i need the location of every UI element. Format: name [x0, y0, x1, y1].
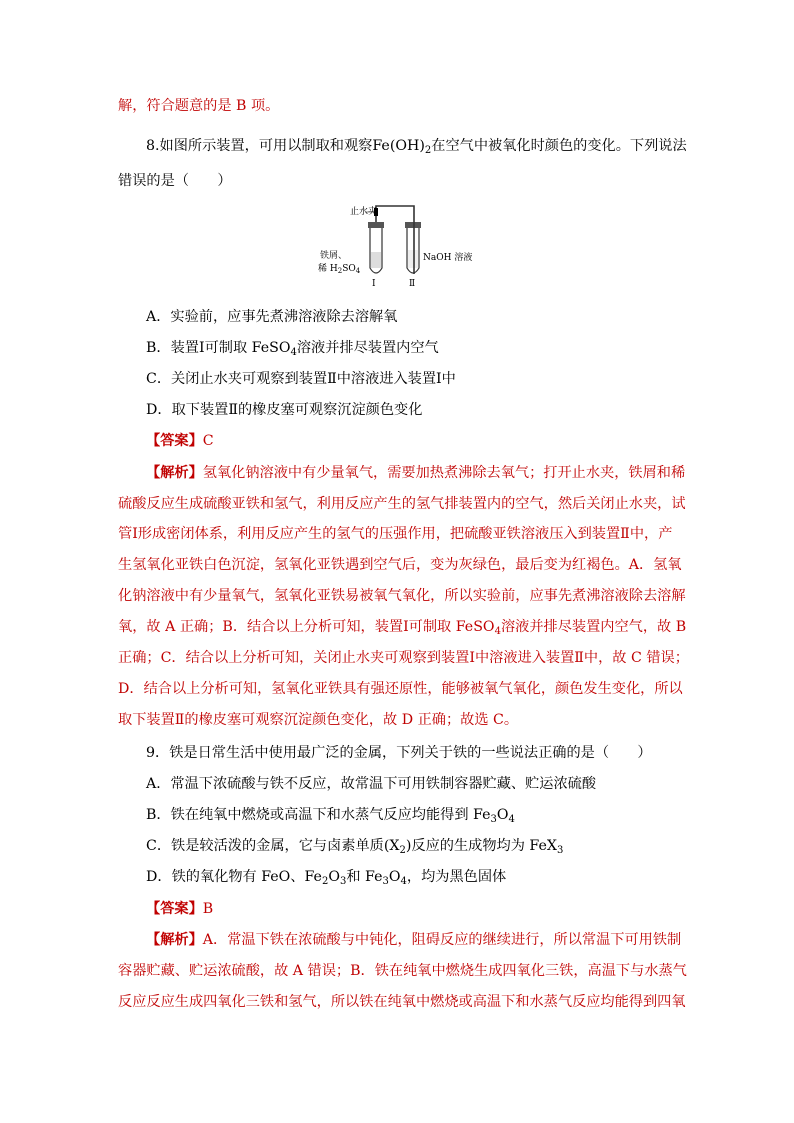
label-left-2b: SO: [342, 264, 356, 274]
answer-tag: 【答案】: [146, 433, 203, 449]
q8-stem-part: 8.如图所示装置，可用以制取和观察: [146, 138, 373, 154]
label-left-1: 铁屑、: [320, 251, 348, 261]
q8-option-b-text: 溶液并排尽装置内空气: [296, 340, 439, 356]
q9-option-c-sub: 2: [399, 845, 406, 856]
q8-analysis-6: [118, 617, 686, 637]
q9-answer: [146, 899, 213, 919]
q8-option-b-sub: 4: [290, 347, 297, 358]
q8-analysis-2: 硫酸反应生成硫酸亚铁和氢气，利用反应产生的氢气排装置内的空气，然后关闭止水夹，试: [118, 496, 686, 512]
q9-option-d-text: O: [388, 869, 401, 885]
q8-analysis-8: D．结合以上分析可知，氢氧化亚铁具有强还原性，能够被氧气氧化，颜色发生变化，所以: [118, 681, 683, 697]
q9-option-d: [146, 867, 506, 887]
q9-option-d-text: D．铁的氧化物有 FeO、Fe: [146, 869, 322, 885]
label-clip-1: 止水夹: [350, 207, 378, 217]
q8-option-b-text: B．装置Ⅰ可制取 FeSO: [146, 340, 291, 356]
label-left-2sub2: 4: [355, 267, 361, 275]
q9-option-d-text: 和 Fe: [346, 869, 383, 885]
q9-option-c-text: C．铁是较活泼的金属，它与卤素单质(X: [146, 838, 400, 854]
q8-option-d: D．取下装置Ⅱ的橡皮塞可观察沉淀颜色变化: [146, 402, 423, 418]
label-left-2: [318, 262, 361, 275]
q8-option-b: [146, 338, 439, 358]
label-left-2sub1: 2: [337, 267, 343, 275]
q8-analysis-5: 化钠溶液中有少量氧气，氢氧化亚铁易被氧气氧化，所以实验前，应事先煮沸溶液除去溶解: [118, 588, 686, 604]
q8-answer: [146, 431, 214, 451]
answer-tag: 【答案】: [146, 901, 203, 917]
analysis-text: A．常温下铁在浓硫酸与中钝化，阻碍反应的继续进行，所以常温下可用铁制: [202, 932, 682, 948]
analysis-text: 氢氧化钠溶液中有少量氧气，需要加热煮沸除去氧气；打开止水夹，铁屑和稀: [202, 465, 686, 481]
q9-option-d-text: ，均为黑色固体: [406, 869, 507, 885]
q8-stem-part: 在空气中被氧化时颜色的变化。下列说法: [431, 138, 687, 154]
q9-option-d-text: O: [328, 869, 340, 885]
q9-option-b-sub: 3: [490, 814, 497, 825]
label-II: Ⅱ: [409, 279, 416, 286]
q8-formula-sub: 2: [424, 145, 432, 156]
q8-analysis-4: 生氢氧化亚铁白色沉淀，氢氧化亚铁遇到空气后，变为灰绿色，最后变为红褐色。A．氢氧: [118, 557, 682, 573]
liquid-I: [371, 252, 381, 268]
label-I: Ⅰ: [372, 279, 376, 286]
analysis-tag: 【解析】: [146, 465, 203, 481]
q9-option-c: [146, 836, 563, 856]
liquid-II: [408, 250, 418, 268]
q9-option-d-sub: 4: [400, 876, 407, 887]
q9-option-b: [146, 805, 515, 825]
q9-option-d-sub: 2: [321, 876, 329, 887]
q8-option-c: C．关闭止水夹可观察到装置Ⅱ中溶液进入装置Ⅰ中: [146, 371, 456, 387]
q8-analysis-1: [146, 463, 685, 483]
label-right: NaOH 溶液: [423, 253, 473, 263]
question-9-stem: 9．铁是日常生活中使用最广泛的金属，下列关于铁的一些说法正确的是（ ）: [146, 745, 652, 761]
q9-option-c-text: )反应的生成物均为 FeX: [405, 838, 557, 854]
intro-line: 解，符合题意的是 B 项。: [118, 98, 280, 114]
q9-analysis-1: [146, 930, 681, 950]
q8-analysis-3: 管Ⅰ形成密闭体系，利用反应产生的氢气的压强作用，把硫酸亚铁溶液压入到装置Ⅱ中，产: [118, 526, 673, 542]
q9-option-b-sub: 4: [508, 814, 515, 825]
q9-option-b-text: O: [496, 807, 509, 823]
apparatus-diagram: [310, 200, 482, 286]
q9-option-d-sub: 3: [339, 876, 347, 887]
stopper-I: [368, 222, 384, 228]
answer-value: B: [202, 901, 214, 917]
q9-analysis-2: 容器贮藏、贮运浓硫酸，故 A 错误；B．铁在纯氧中燃烧生成四氧化三铁，高温下与水蒸气: [118, 963, 687, 979]
apparatus-figure: [310, 200, 482, 286]
q8-analysis-9: 取下装置Ⅱ的橡皮塞可观察沉淀颜色变化，故 D 正确；故选 C。: [118, 712, 519, 728]
q9-option-b-text: B．铁在纯氧中燃烧或高温下和水蒸气反应均能得到 Fe: [146, 807, 491, 823]
question-8-stem: [146, 136, 687, 156]
q8-formula: Fe(OH): [372, 138, 425, 154]
answer-value: C: [202, 433, 214, 449]
analysis-text: 溶液并排尽装置内空气，故 B: [500, 619, 687, 635]
analysis-text: 氧，故 A 正确；B．结合以上分析可知，装置Ⅰ可制取 FeSO: [118, 619, 495, 635]
q9-option-c-sub: 3: [556, 845, 564, 856]
analysis-sub: 4: [494, 626, 501, 637]
stopper-II: [405, 222, 421, 228]
q8-analysis-7: 正确；C．结合以上分析可知，关闭止水夹可观察到装置Ⅰ中溶液进入装置Ⅱ中，故 C 错误；: [118, 650, 689, 666]
q9-analysis-3: 反应反应生成四氧化三铁和氢气，所以铁在纯氧中燃烧或高温下和水蒸气反应均能得到四氧: [118, 994, 686, 1010]
analysis-tag: 【解析】: [146, 932, 203, 948]
q9-option-d-sub: 3: [382, 876, 389, 887]
q8-option-a: A．实验前，应事先煮沸溶液除去溶解氧: [146, 309, 398, 325]
label-left-2a: 稀 H: [318, 264, 338, 274]
question-8-stem-cont: 错误的是（ ）: [118, 173, 232, 189]
q9-option-a: A．常温下浓硫酸与铁不反应，故常温下可用铁制容器贮藏、贮运浓硫酸: [146, 776, 597, 792]
